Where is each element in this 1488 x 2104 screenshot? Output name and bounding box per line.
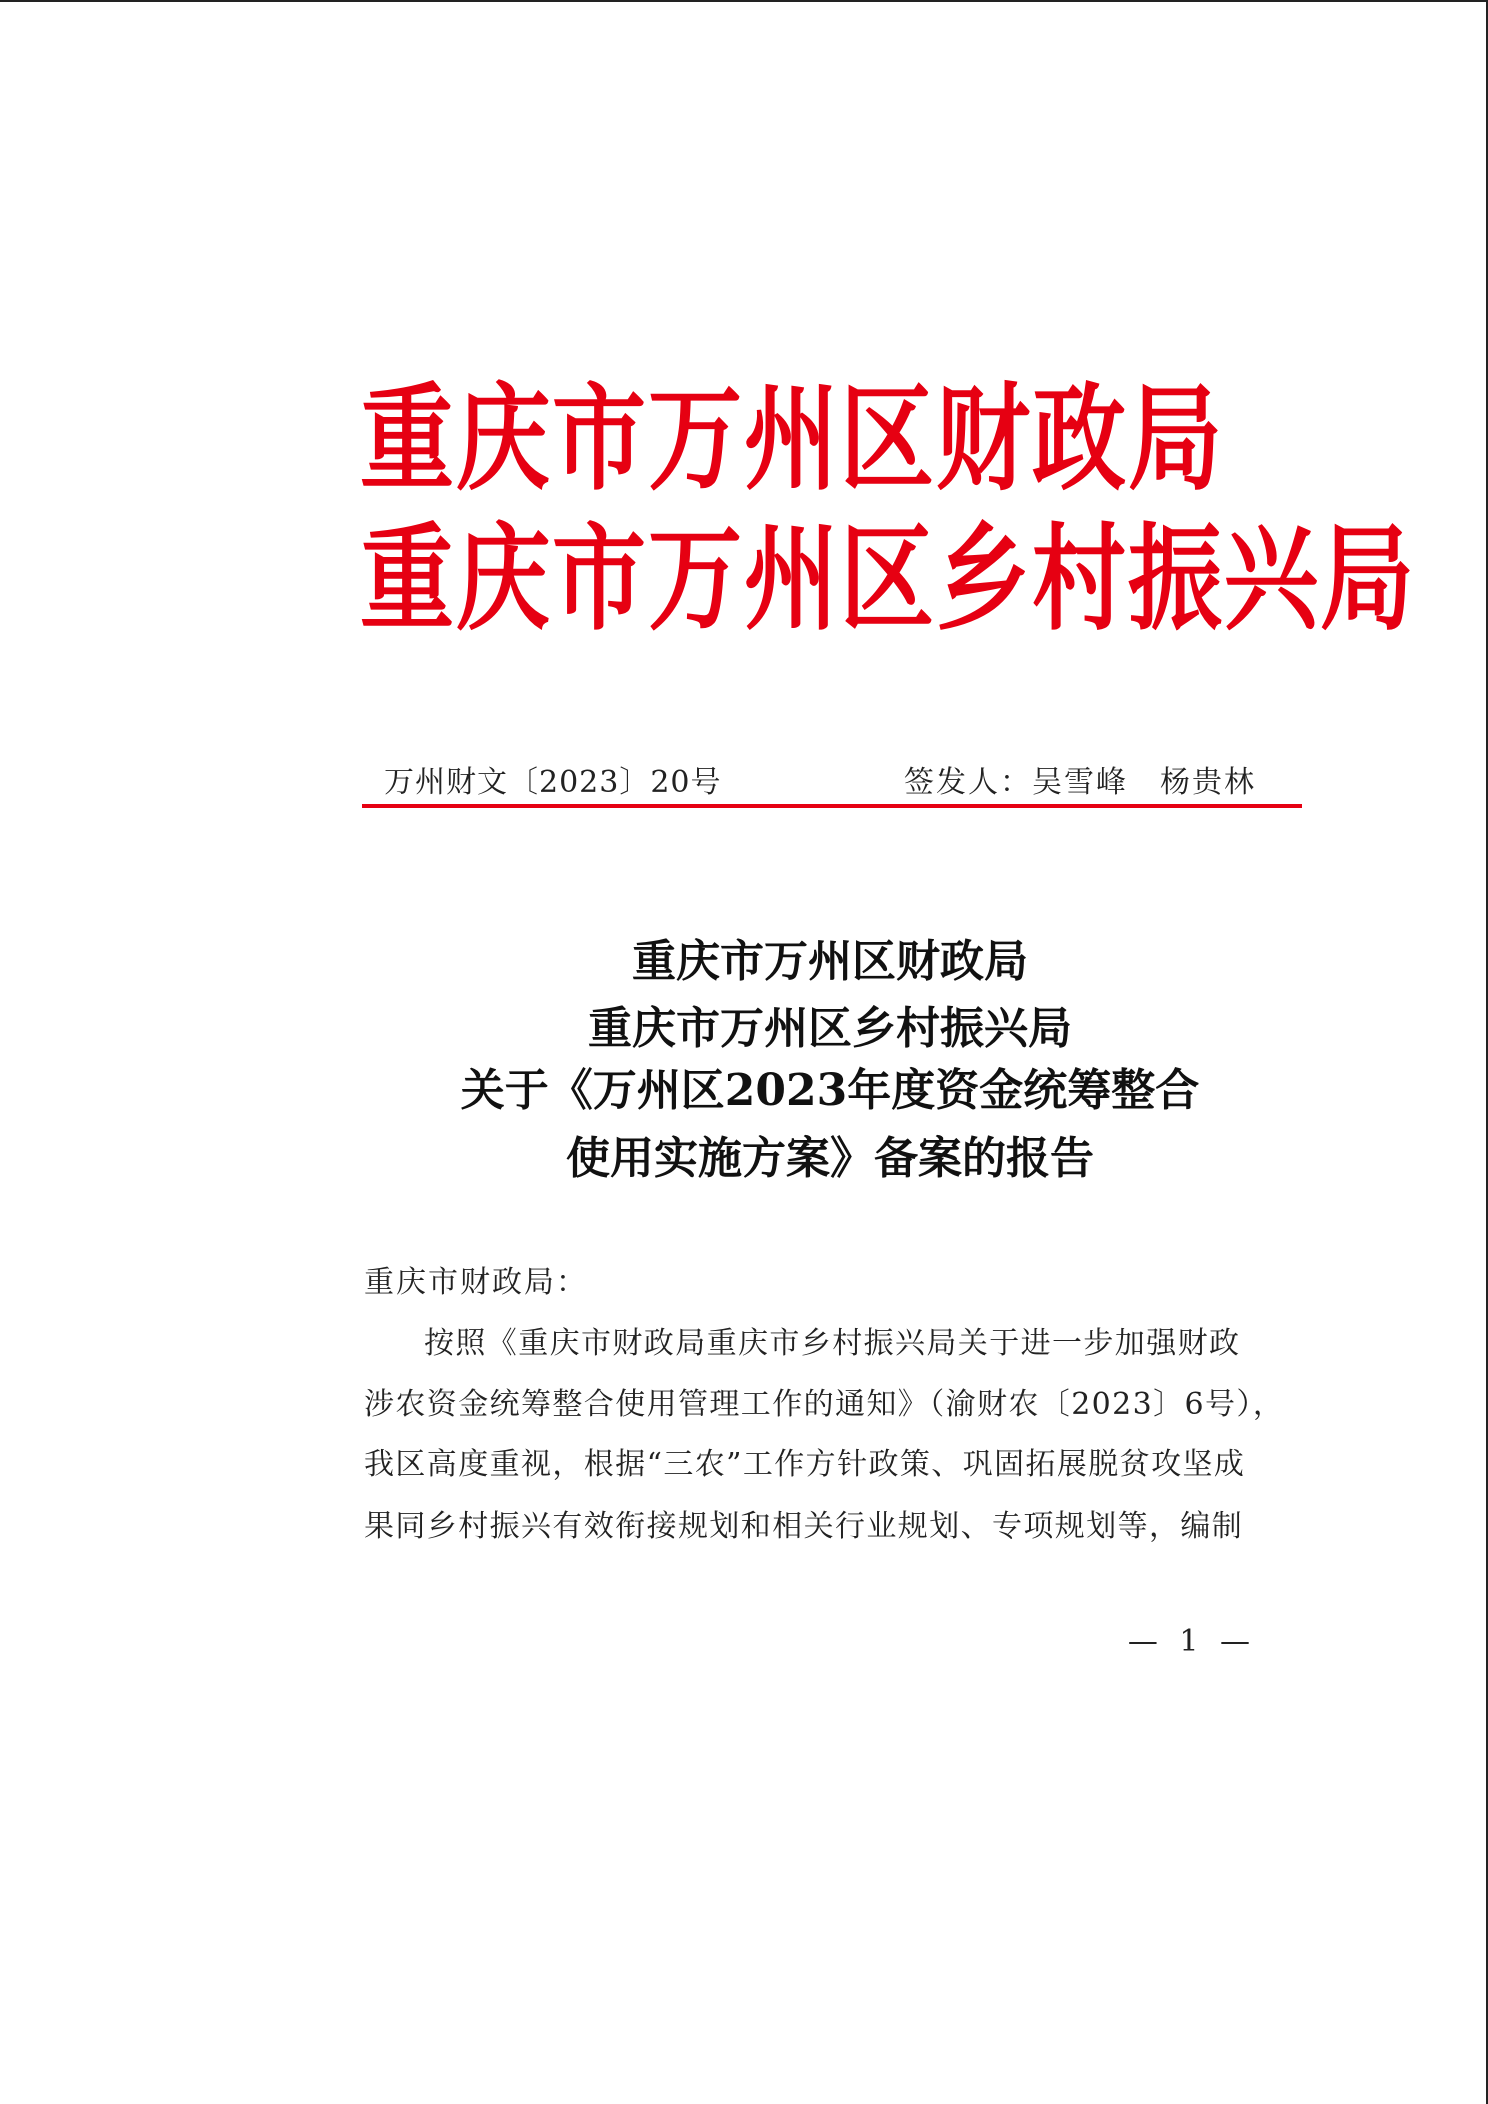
signer xyxy=(904,757,1256,801)
signer-names: 吴雪峰 杨贵林 xyxy=(1032,765,1256,800)
issuing-org-line-1: 重庆市万州区财政局 xyxy=(360,372,1225,507)
document-title-line-1: 重庆市万州区财政局 xyxy=(632,936,1028,987)
page-number: — 1 — xyxy=(1127,1624,1256,1659)
body-line-1: 按照《重庆市财政局重庆市乡村振兴局关于进一步加强财政 xyxy=(424,1326,1241,1361)
document-title-line-2: 重庆市万州区乡村振兴局 xyxy=(588,1003,1072,1054)
issuing-org-line-2: 重庆市万州区乡村振兴局 xyxy=(360,512,1417,647)
document-meta-row xyxy=(362,757,1300,800)
body-line-2: 涉农资金统筹整合使用管理工作的通知》（渝财农〔2023〕6号）， xyxy=(364,1387,1285,1422)
signer-label: 签发人： xyxy=(904,765,1032,800)
body-line-3: 我区高度重视，根据“三农”工作方针政策、巩固拓展脱贫攻坚成 xyxy=(364,1447,1246,1482)
body-line-4: 果同乡村振兴有效衔接规划和相关行业规划、专项规划等，编制 xyxy=(364,1509,1244,1544)
salutation: 重庆市财政局： xyxy=(364,1265,588,1300)
red-separator-line xyxy=(362,804,1302,808)
document-title-line-4: 使用实施方案》备案的报告 xyxy=(566,1133,1094,1184)
document-title-line-3: 关于《万州区2023年度资金统筹整合 xyxy=(460,1065,1200,1116)
document-number: 万州财文〔2023〕20号 xyxy=(384,765,722,800)
